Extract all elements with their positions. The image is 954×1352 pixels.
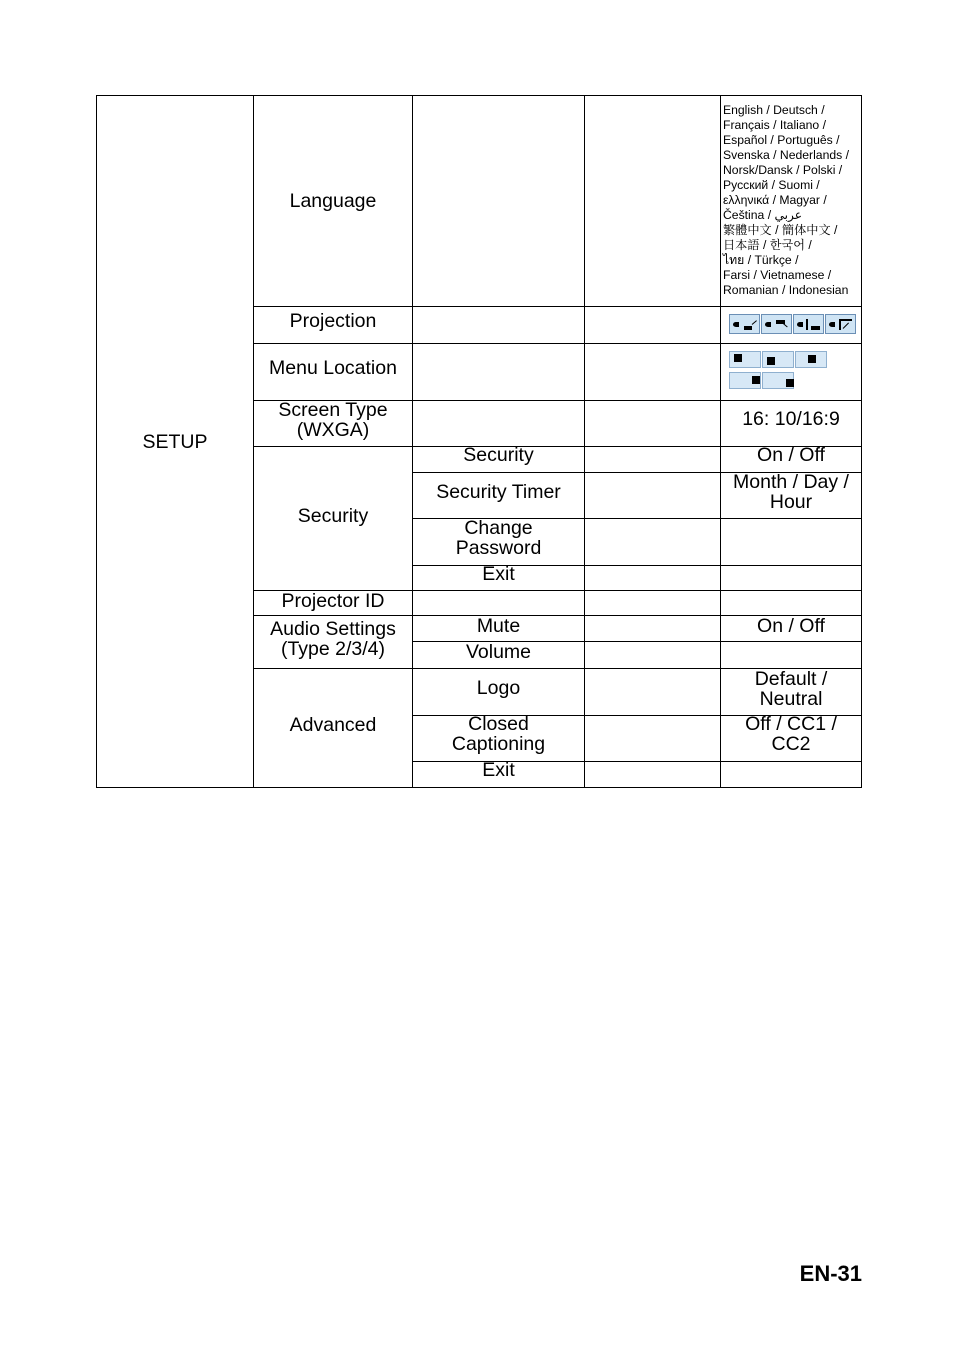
top-left-menu-icon [729, 351, 761, 368]
projector-id-label: Projector ID [281, 589, 385, 612]
rear-ceiling-projection-icon [825, 314, 856, 334]
mute-label: Mute [476, 615, 521, 637]
rear-desktop-projection-icon [761, 314, 792, 334]
language-label: Language [289, 190, 377, 212]
page-number: EN-31 [799, 1261, 862, 1286]
table-border-bottom [96, 787, 862, 788]
table-border-right [861, 95, 862, 788]
screen-type-value: 16: 10/16:9 [742, 408, 840, 430]
menu-location-label: Menu Location [269, 357, 397, 379]
table-divider-col3 [584, 95, 585, 788]
mute-value: On / Off [757, 615, 825, 637]
language-options: English / Deutsch / Français / Italiano / Español / Português / Svenska / Nederlands / Norsk/Dansk / Polski / Русский / Suomi / ελληνικά / Magyar / Čeština / عربي 繁體中文 / 簡体中文 / 日本語 / 한국어 / ไทย / Türkçe / Farsi / Vietnamese / Romanian / Indonesian [723, 103, 850, 297]
logo-value: Default / Neutral [754, 668, 828, 710]
screen-type-label: Screen Type (WXGA) [278, 399, 388, 441]
security-timer-label: Security Timer [436, 481, 561, 503]
top-center-menu-icon [762, 351, 794, 368]
top-right-menu-icon [795, 351, 827, 368]
closed-captioning-value: Off / CC1 / CC2 [745, 713, 837, 755]
center-menu-icon [729, 372, 761, 389]
setup-menu-label: SETUP [142, 430, 208, 453]
bottom-center-menu-icon [762, 372, 794, 389]
security-item-label: Security [463, 444, 534, 466]
projection-icons [729, 314, 856, 334]
change-password-label: Change Password [455, 517, 542, 559]
front-ceiling-projection-icon [793, 314, 824, 334]
logo-label: Logo [476, 677, 521, 699]
advanced-exit-label: Exit [482, 759, 515, 781]
front-desktop-projection-icon [729, 314, 760, 334]
volume-label: Volume [465, 641, 532, 663]
security-value: On / Off [757, 444, 825, 466]
security-timer-value: Month / Day / Hour [733, 471, 849, 513]
closed-captioning-label: Closed Captioning [451, 713, 546, 755]
audio-settings-label: Audio Settings (Type 2/3/4) [270, 618, 396, 660]
projection-label: Projection [289, 310, 377, 332]
security-exit-label: Exit [482, 563, 515, 585]
advanced-label: Advanced [289, 713, 377, 736]
security-group-label: Security [297, 504, 369, 527]
